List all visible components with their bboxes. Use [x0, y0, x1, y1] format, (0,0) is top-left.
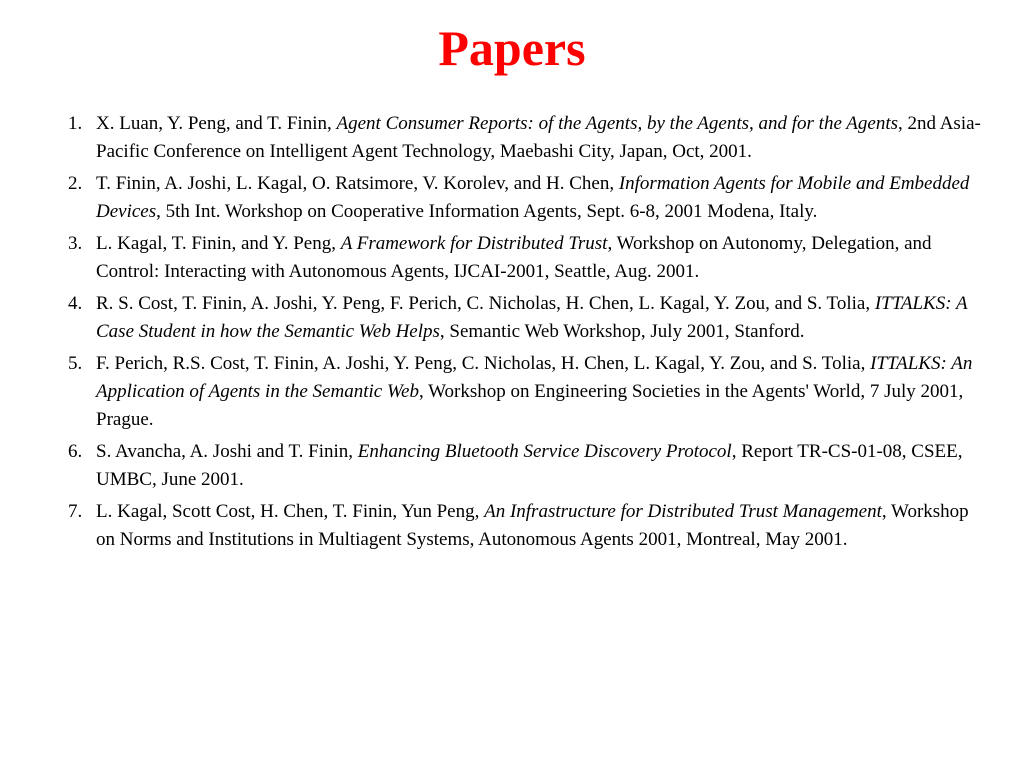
paper-item [68, 110, 986, 166]
paper-item [68, 438, 986, 494]
paper-authors: L. Kagal, Scott Cost, H. Chen, T. Finin, Yun Peng, [96, 501, 485, 522]
paper-title: Agent Consumer Reports: of the Agents, by the Agents, and for the Agents [336, 113, 898, 134]
paper-item [68, 170, 986, 226]
paper-citation [96, 230, 986, 286]
paper-number: 6. [68, 441, 83, 462]
paper-citation [96, 350, 986, 434]
paper-title: ITTALKS: An Application of Agents in the Semantic Web [96, 353, 973, 402]
paper-number: 5. [68, 353, 83, 374]
paper-venue: , Workshop on Norms and Institutions in Multiagent Systems, Autonomous Agents 2001, Montreal, May 2001. [96, 501, 969, 550]
paper-title: Enhancing Bluetooth Service Discovery Protocol [357, 441, 732, 462]
paper-number: 3. [68, 233, 83, 254]
paper-citation [96, 110, 986, 166]
paper-list [68, 110, 986, 558]
paper-item [68, 498, 986, 554]
paper-authors: T. Finin, A. Joshi, L. Kagal, O. Ratsimore, V. Korolev, and H. Chen, [96, 173, 619, 194]
paper-venue: , Semantic Web Workshop, July 2001, Stanford. [439, 321, 805, 342]
paper-item [68, 230, 986, 286]
paper-title: ITTALKS: A Case Student in how the Semantic Web Helps [96, 293, 968, 342]
paper-number: 1. [68, 113, 83, 134]
paper-citation [96, 170, 986, 226]
paper-venue: , Workshop on Engineering Societies in the Agents' World, 7 July 2001, Prague. [96, 381, 964, 430]
slide-title: Papers [438, 20, 586, 76]
paper-citation [96, 438, 986, 494]
paper-number: 2. [68, 173, 83, 194]
paper-number: 4. [68, 293, 83, 314]
paper-title: Information Agents for Mobile and Embedded Devices [96, 173, 970, 222]
paper-authors: S. Avancha, A. Joshi and T. Finin, [96, 441, 358, 462]
paper-venue: , Workshop on Autonomy, Delegation, and Control: Interacting with Autonomous Agents, IJCAI-2001, Seattle, Aug. 2001. [96, 233, 932, 282]
paper-citation [96, 498, 986, 554]
paper-venue: , Report TR-CS-01-08, CSEE, UMBC, June 2001. [96, 441, 963, 490]
paper-venue: , 2nd Asia-Pacific Conference on Intelligent Agent Technology, Maebashi City, Japan, Oct, 2001. [96, 113, 981, 162]
paper-authors: X. Luan, Y. Peng, and T. Finin, [96, 113, 337, 134]
paper-number: 7. [68, 501, 83, 522]
paper-authors: R. S. Cost, T. Finin, A. Joshi, Y. Peng, F. Perich, C. Nicholas, H. Chen, L. Kagal, Y. Zou, and S. Tolia, [96, 293, 875, 314]
paper-item [68, 350, 986, 434]
paper-venue: , 5th Int. Workshop on Cooperative Information Agents, Sept. 6-8, 2001 Modena, Italy. [156, 201, 818, 222]
paper-citation [96, 290, 986, 346]
paper-title: An Infrastructure for Distributed Trust Management [484, 501, 882, 522]
paper-authors: L. Kagal, T. Finin, and Y. Peng, [96, 233, 341, 254]
paper-item [68, 290, 986, 346]
paper-authors: F. Perich, R.S. Cost, T. Finin, A. Joshi, Y. Peng, C. Nicholas, H. Chen, L. Kagal, Y. Zou, and S. Tolia, [96, 353, 871, 374]
paper-title: A Framework for Distributed Trust [340, 233, 608, 254]
